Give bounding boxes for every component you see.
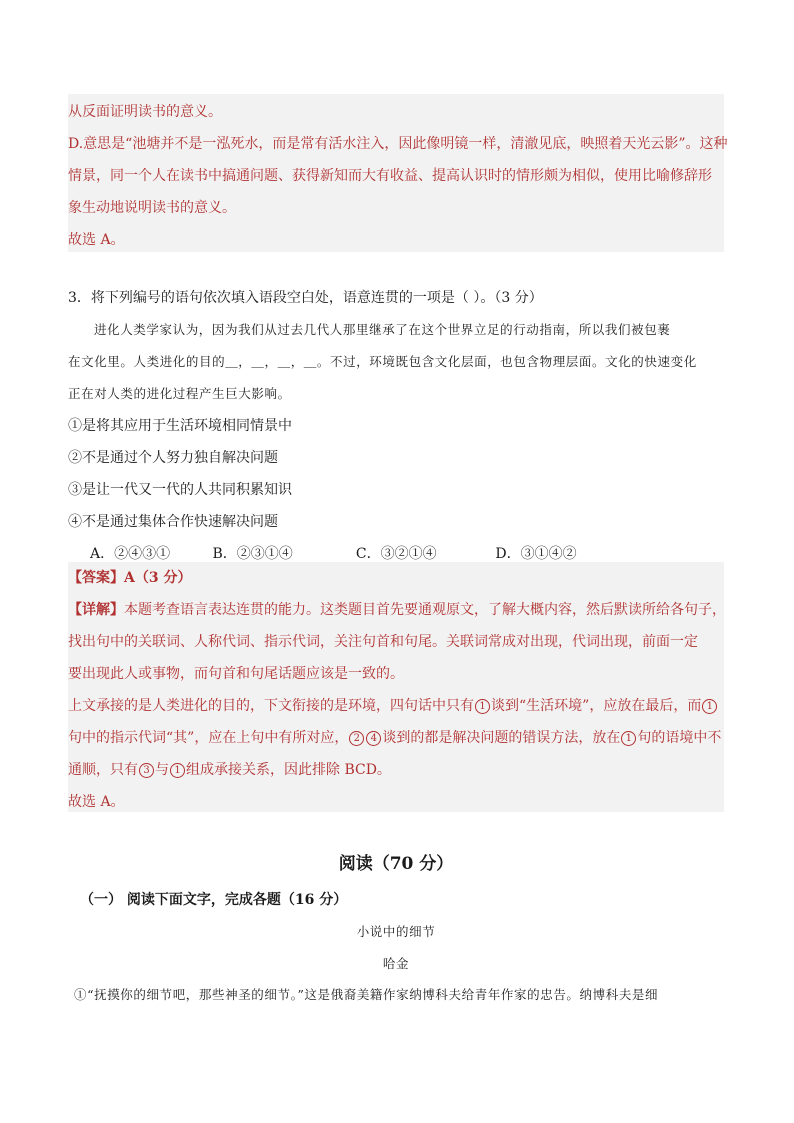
sentence-item-4: ④不是通过集体合作快速解决问题 bbox=[68, 514, 278, 530]
circled-number-4: 4 bbox=[366, 731, 381, 746]
q3-answer-block bbox=[68, 562, 724, 812]
explanation-text: 句的语境中不 bbox=[637, 730, 722, 746]
part-title: （一） 阅读下面文字，完成各题（16 分） bbox=[80, 892, 348, 908]
answer-line: 象生动地说明读书的意义。 bbox=[68, 200, 236, 216]
conclusion-line: 故选 A。 bbox=[68, 794, 125, 810]
previous-answer-block bbox=[68, 94, 728, 252]
detail-line: 要出现此人或事物，而句首和句尾话题应该是一致的。 bbox=[68, 666, 404, 682]
article-author: 哈金 bbox=[382, 956, 410, 971]
circled-number-3: 3 bbox=[139, 763, 154, 778]
explanation-line bbox=[68, 754, 724, 786]
explanation-line bbox=[68, 722, 724, 754]
explanation-text: 上文承接的是人类进化的目的，下文衔接的是环境，四句话中只有 bbox=[68, 698, 474, 714]
section-title: 阅读（70 分） bbox=[338, 854, 454, 874]
detail-text: 本题考查语言表达连贯的能力。这类题目首先要通观原文，了解大概内容，然后默读所给各句子， bbox=[124, 602, 726, 618]
passage-line: 在文化里。人类进化的目的＿，＿，＿，＿。不过，环境既包含文化层面，也包含物理层面。文化的快速变化 bbox=[68, 354, 697, 369]
sentence-item-3: ③是让一代又一代的人共同积累知识 bbox=[68, 482, 292, 498]
option-a: A．②④③① bbox=[90, 546, 171, 562]
answer-line: 从反面证明读书的意义。 bbox=[68, 104, 222, 120]
option-c: C．③②①④ bbox=[355, 546, 437, 562]
explanation-text: 与 bbox=[155, 762, 169, 778]
explanation-text: 谈到的都是解决问题的错误方法，放在 bbox=[382, 730, 621, 746]
article-title: 小说中的细节 bbox=[356, 924, 436, 939]
article-paragraph: ①“抚摸你的细节吧，那些神圣的细节。”这是俄裔美籍作家纳博科夫给青年作家的忠告。纳博科夫是细 bbox=[74, 987, 659, 1002]
detail-tag: 【详解】 bbox=[68, 602, 124, 618]
explanation-text: 句中的指示代词“其”，应在上句中有所对应， bbox=[68, 730, 349, 746]
sentence-item-1: ①是将其应用于生活环境相同情景中 bbox=[68, 418, 292, 434]
circled-number-2: 2 bbox=[349, 731, 364, 746]
explanation-text: 通顺，只有 bbox=[68, 762, 138, 778]
explanation-line bbox=[68, 690, 724, 722]
question-3 bbox=[68, 282, 724, 570]
answer-line: 情景，同一个人在读书中搞通问题、获得新知而大有收益、提高认识时的情形颇为相似，使用比喻修辞形 bbox=[68, 168, 712, 184]
option-b: B．②③①④ bbox=[212, 546, 293, 562]
explanation-text: 谈到“生活环境”，应放在最后，而 bbox=[491, 698, 702, 714]
passage-line: 进化人类学家认为，因为我们从过去几代人那里继承了在这个世界立足的行动指南，所以我们被包裹 bbox=[94, 322, 671, 337]
circled-number-1: 1 bbox=[170, 763, 185, 778]
detail-line: 找出句中的关联词、人称代词、指示代词，关注句首和句尾。关联词常成对出现，代词出现，前面一定 bbox=[68, 634, 698, 650]
sentence-item-2: ②不是通过个人努力独自解决问题 bbox=[68, 450, 278, 466]
answer-line: D.意思是“池塘并不是一泓死水，而是常有活水注入，因此像明镜一样，清澈见底，映照着天光云影”。这种 bbox=[68, 136, 728, 152]
option-d: D．③①④② bbox=[495, 546, 577, 562]
answer-tag: 【答案】 bbox=[68, 570, 124, 586]
answer-line: 故选 A。 bbox=[68, 232, 125, 248]
answer-text: A（3 分） bbox=[124, 570, 192, 586]
explanation-text: 组成承接关系，因此排除 BCD。 bbox=[186, 762, 391, 778]
circled-number-1: 1 bbox=[475, 699, 490, 714]
question-stem: 3．将下列编号的语句依次填入语段空白处，语意连贯的一项是（ ）。（3 分） bbox=[68, 290, 543, 306]
circled-number-1: 1 bbox=[621, 731, 636, 746]
circled-number-1: 1 bbox=[702, 699, 717, 714]
passage-line: 正在对人类的进化过程产生巨大影响。 bbox=[68, 386, 291, 401]
